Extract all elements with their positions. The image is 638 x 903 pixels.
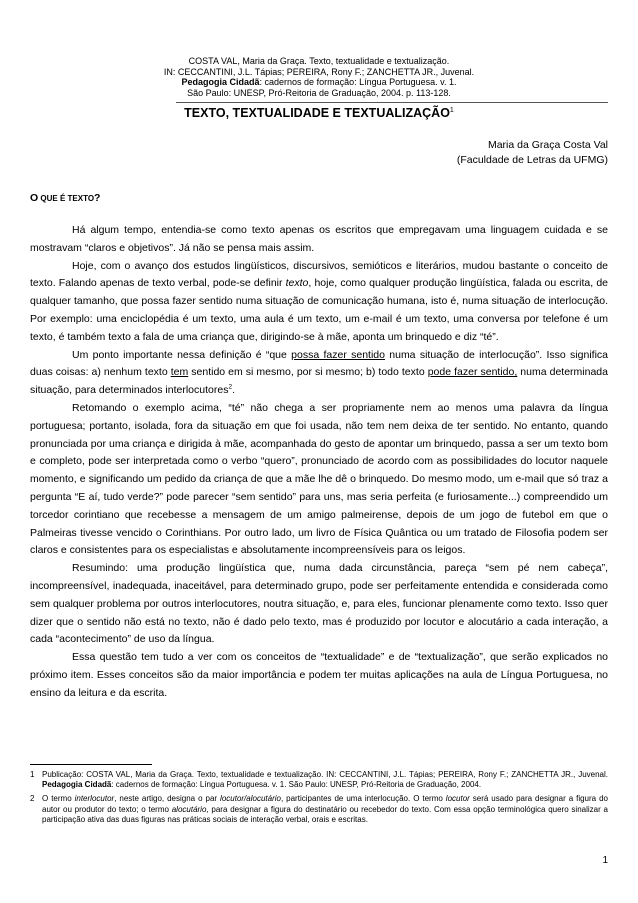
footnote-text: , participantes de uma interlocução. O termo: [280, 794, 446, 804]
footnote-divider: [30, 764, 152, 765]
article-title-text: TEXTO, TEXTUALIDADE E TEXTUALIZAÇÃO: [184, 106, 450, 121]
underlined-text: pode fazer sentido,: [427, 366, 518, 379]
footnote-text: O termo: [42, 794, 75, 804]
paragraph: Essa questão tem tudo a ver com os conceitos de “textualidade” e de “textualização”, que serão explicados no próximo item. Esses conceitos são da maior importância e podem ter muitas aplicações na aula de Língua Portuguesa, no ensino da leitura e da escrita.: [30, 651, 608, 699]
footnotes: [30, 770, 608, 829]
paragraph-text: Um ponto importante nessa definição é “que: [72, 348, 292, 361]
paragraph-text: , hoje, como qualquer produção lingüística, falada ou escrita, de qualquer tamanho, que possa fazer sentido numa situação de comunicação humana, isto é, numa situação de interlocução. Por exemplo: uma enciclopédia é um texto, uma aula é um texto, um e-mail é um texto, uma conversa por telefone é um texto, é também texto a fala de uma criança que, dirigindo-se à mãe, aponta um brinquedo e diz “té”.: [30, 277, 608, 343]
footnote-text: será usado para designar a figura do autor ou produtor do texto; o termo: [42, 794, 608, 814]
footnote-emphasis: locutor/alocutário: [220, 794, 281, 804]
footnote: [30, 794, 608, 825]
paragraph-text: sentido em si mesmo, por si mesmo; b) todo texto: [188, 366, 428, 379]
footnote: [30, 770, 608, 790]
paragraph: Há algum tempo, entendia-se como texto apenas os escritos que empregavam uma linguagem cuidada e se mostravam “claros e objetivos”. Já não se pensa mais assim.: [30, 224, 608, 254]
author-name: Maria da Graça Costa Val: [487, 139, 608, 151]
header-line: COSTA VAL, Maria da Graça. Texto, textualidade e textualização.: [188, 56, 450, 66]
section-heading: [30, 192, 100, 204]
author-affiliation: (Faculdade de Letras da UFMG): [456, 154, 608, 167]
footnote-text: , para designar a figura do destinatário ou recebedor do texto. Com essa opção terminológica quero sinalizar a participação ativa das duas figuras nas práticas sociais de interação verbal, orais e escritas.: [42, 804, 608, 824]
paragraph-text: numa situação de interlocução”. Isso significa duas coisas: a) nenhum texto: [30, 348, 608, 379]
citation-header: [0, 56, 638, 98]
section-heading-end: ?: [94, 192, 101, 204]
footnote-number: 1: [30, 770, 35, 779]
paragraph-text: numa determinada situação, para determinados interlocutores: [30, 366, 608, 397]
article-title: [0, 103, 638, 121]
paragraph-text: Hoje, com o avanço dos estudos lingüísticos, discursivos, semióticos e literários, mudou bastante o conceito de texto. Falando apenas de texto verbal, pode-se definir: [30, 259, 608, 290]
header-book-title: Pedagogia Cidadã: [181, 77, 260, 88]
emphasis-text: texto: [285, 277, 309, 290]
footnote-ref[interactable]: 2: [228, 383, 233, 391]
article-body: [30, 222, 608, 703]
header-line: [0, 77, 638, 88]
author-block: [457, 138, 608, 169]
footnote-emphasis: interlocutor: [74, 794, 115, 804]
underlined-text: possa fazer sentido: [291, 348, 385, 361]
page-number: 1: [602, 855, 608, 866]
footnote-emphasis: alocutário: [171, 804, 207, 814]
section-heading-initial: O: [30, 192, 39, 204]
underlined-text: tem: [170, 366, 189, 379]
paragraph-text: .: [232, 384, 235, 397]
paragraph: [30, 258, 608, 347]
footnote-emphasis: locutor: [445, 794, 470, 804]
footnote-bold-text: Pedagogia Cidadã: [42, 780, 112, 790]
header-line-rest: : cadernos de formação: Língua Portuguesa. v. 1.: [259, 77, 457, 88]
footnote-number: 2: [30, 794, 35, 804]
paragraph: [30, 347, 608, 400]
footnote-text: : cadernos de formação: Língua Portuguesa. v. 1. São Paulo: UNESP, Pró-Reitoria de Graduação, 2004.: [111, 780, 482, 790]
title-footnote-ref[interactable]: 1: [449, 107, 454, 114]
header-line: São Paulo: UNESP, Pró-Reitoria de Graduação, 2004. p. 113-128.: [187, 87, 451, 98]
header-line: IN: CECCANTINI, J.L. Tápias; PEREIRA, Rony F.; ZANCHETTA JR., Juvenal.: [163, 66, 475, 77]
paragraph: Retomando o exemplo acima, “té” não chega a ser propriamente nem ao menos uma palavra da língua portuguesa; portanto, isolada, fora da situação em que foi usada, não tem nem deixa de ter sentido. No entanto, quando pronunciada por uma criança e dirigida à mãe, acompanhada do gesto de apontar um brinquedo, passa a ser um texto bom e completo, pode ser interpretada como o verbo “quero”, pronunciado de acordo com as possibilidades do locutor naquele momento, e significando um pedido da criança de que a mãe lhe dê o brinquedo. Do mesmo modo, um e-mail que só traz a pergunta “E aí, tudo verde?” pode parecer “sem sentido” para uns, mas seria perfeita (e furiosamente...) compreendido um torcedor corintiano que recebesse a mensagem de um amigo palmeirense, depois de um jogo de futebol em que o Palmeiras tivesse vencido o Corinthians. Por outro lado, um livro de Física Quântica ou um tratado de Filosofia podem ser claros e consistentes para os especialistas e absolutamente incompreensíveis para os leigos.: [30, 401, 608, 557]
footnote-text: , neste artigo, designa o par: [114, 794, 221, 804]
paragraph: Resumindo: uma produção lingüística que, numa dada circunstância, pareça “sem pé nem cabeça”, incompreensível, inadequada, inaceitável, para determinado grupo, pode ser perfeitamente entendida e considerada como sem qualquer problema por outros interlocutores, noutra situação, e, para eles, funcionar plenamente como texto. Isso quer dizer que o sentido não está no texto, não é dado pelo texto, mas é produzido por locutor e alocutário a cada interação, a cada “acontecimento” de uso da língua.: [30, 562, 608, 646]
footnote-text: Publicação: COSTA VAL, Maria da Graça. Texto, textualidade e textualização. IN: CECCANTINI, J.L. Tápias; PEREIRA, Rony F.; ZANCHETTA JR., Juvenal.: [42, 770, 608, 779]
section-heading-smallcaps: QUE É TEXTO: [38, 194, 95, 203]
